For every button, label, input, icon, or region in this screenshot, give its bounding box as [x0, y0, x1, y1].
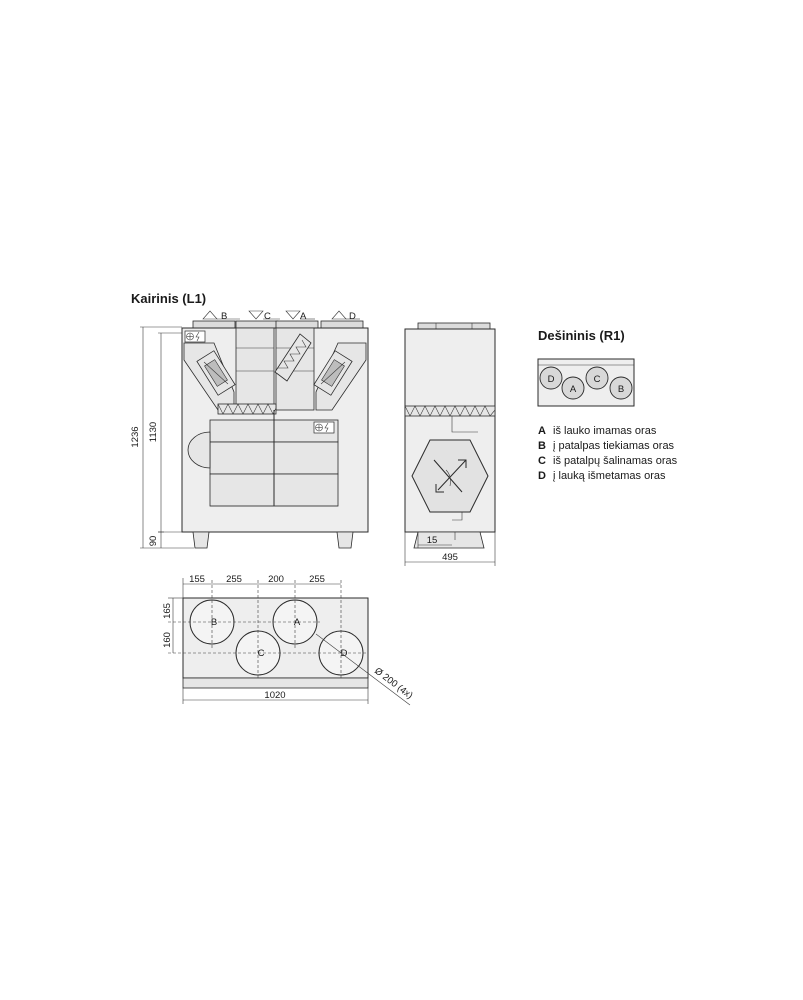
side-view	[405, 323, 495, 566]
legend-key-b: B	[538, 440, 546, 452]
legend-text-a: iš lauko imamas oras	[553, 425, 657, 437]
top-port-cap-a	[276, 321, 318, 328]
port-label-a: A	[300, 311, 307, 322]
legend-text-d: į lauką išmetamas oras	[553, 470, 666, 482]
dim-diameter: Ø 200 (4x)	[372, 665, 415, 702]
dim-165: 165	[162, 603, 173, 619]
side-leg	[414, 532, 484, 548]
front-view	[130, 311, 368, 548]
right-version-port-panel	[538, 359, 634, 406]
side-exchanger-band	[405, 406, 495, 416]
leg-right	[337, 532, 353, 548]
legend-key-d: D	[538, 470, 546, 482]
dim-255-b: 255	[309, 574, 325, 585]
legend-text-c: iš patalpų šalinamas oras	[553, 455, 678, 467]
right-port-label-b: B	[617, 384, 625, 395]
left-version-title: Kairinis (L1)	[131, 291, 207, 306]
bottom-label-d: D	[340, 648, 348, 659]
bottom-base	[183, 678, 368, 688]
dim-width: 1020	[264, 690, 286, 701]
port-label-d: D	[349, 311, 356, 322]
centre-duct-left	[236, 328, 274, 410]
top-port-cap-d	[321, 321, 363, 328]
right-version-title: Dešininis (R1)	[538, 328, 625, 343]
dim-body-height: 1130	[148, 421, 159, 443]
top-port-cap-c	[236, 321, 278, 328]
port-label-c: C	[264, 311, 271, 322]
dim-160: 160	[162, 632, 173, 648]
leg-left	[193, 532, 209, 548]
bottom-label-c: C	[257, 648, 265, 659]
side-top-cap	[418, 323, 490, 329]
top-port-cap-b	[193, 321, 235, 328]
legend-key-a: A	[538, 425, 546, 437]
legend-key-c: C	[538, 455, 546, 467]
dim-offset: 15	[426, 535, 438, 546]
dim-255-a: 255	[226, 574, 242, 585]
legend-text-b: į patalpas tiekiamas oras	[553, 440, 675, 452]
bottom-view	[162, 574, 415, 705]
air-up-arrow-icon	[332, 311, 346, 319]
filter-heater-symbol-bottom	[314, 422, 334, 433]
right-port-label-a: A	[569, 384, 577, 395]
dim-depth: 495	[442, 552, 458, 563]
bottom-label-a: A	[293, 617, 301, 628]
legend	[538, 425, 678, 482]
right-port-label-c: C	[593, 374, 601, 385]
air-down-arrow-icon	[286, 311, 300, 319]
dim-leg-height: 90	[148, 535, 159, 547]
right-port-label-d: D	[547, 374, 555, 385]
air-down-arrow-icon	[249, 311, 263, 319]
air-up-arrow-icon	[203, 311, 217, 319]
dim-total-height: 1236	[130, 426, 141, 448]
filter-heater-symbol-top	[185, 331, 205, 342]
dim-155: 155	[189, 574, 205, 585]
bottom-label-b: B	[210, 617, 218, 628]
port-label-b: B	[221, 311, 228, 322]
dim-200: 200	[268, 574, 284, 585]
